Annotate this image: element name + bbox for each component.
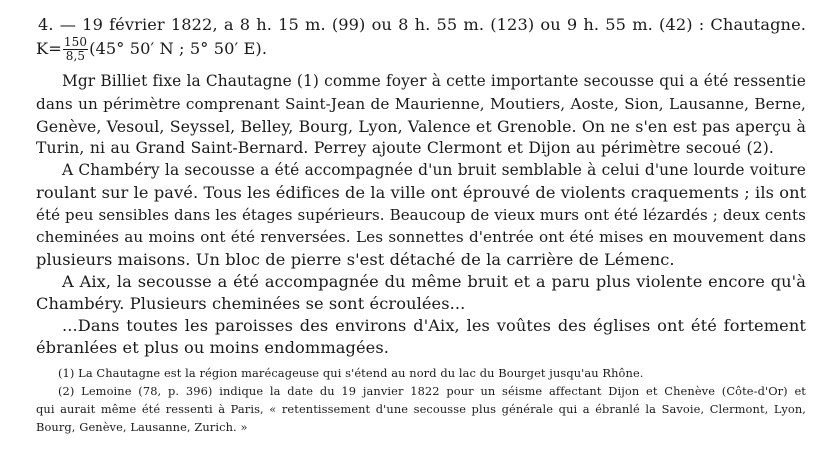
k-fraction xyxy=(63,36,88,63)
footnote-1: (1) La Chautagne est la région marécageuse qui s'étend au nord du lac du Bourget jusqu'au Rhône. xyxy=(58,366,644,380)
paragraph-2-line: cheminées au moins ont été renversées. Les sonnettes d'entrée ont été mises en mouvement dans xyxy=(36,228,806,246)
k-fraction-denominator: 8,5 xyxy=(65,49,86,63)
k-fraction-numerator: 150 xyxy=(63,35,88,49)
k-label: K= xyxy=(36,39,62,58)
paragraph-2-line: roulant sur le pavé. Tous les édifices de la ville ont éprouvé de violents craquements ; ils ont xyxy=(36,183,807,202)
heading-line: 4. — 19 février 1822, a 8 h. 15 m. (99) ou 8 h. 55 m. (123) ou 9 h. 55 m. (42) : Chautagne. xyxy=(38,15,806,34)
paragraph-2-line: été peu sensibles dans les étages supérieurs. Beaucoup de vieux murs ont été lézardés ; deux cents xyxy=(36,206,806,224)
paragraph-1-line: Genève, Vesoul, Seyssel, Belley, Bourg, Lyon, Valence et Grenoble. On ne s'en est pas aperçu à xyxy=(36,117,806,136)
footnote-2-line: (2) Lemoine (78, p. 396) indique la date du 19 janvier 1822 pour un séisme affectant Dijon et Chenève (Côte-d'Or) et xyxy=(58,384,806,398)
paragraph-3-line: A Aix, la secousse a été accompagnée du même bruit et a paru plus violente encore qu'à xyxy=(62,272,806,291)
paragraph-1-line: Mgr Billiet fixe la Chautagne (1) comme foyer à cette importante secousse qui a été ressentie xyxy=(62,72,806,90)
footnote-2-line: qui aurait même été ressenti à Paris, « retentissement d'une secousse plus générale qui a ébranlé la Savoie, Clermont, Lyon, xyxy=(36,402,806,416)
paragraph-4-line: ébranlées et plus ou moins endommagées. xyxy=(36,338,389,357)
paragraph-2-line: A Chambéry la secousse a été accompagnée d'un bruit semblable à celui d'une lourde voiture xyxy=(62,161,806,179)
footnote-2-line: Bourg, Genève, Lausanne, Zurich. » xyxy=(36,420,248,434)
paragraph-1-line: Turin, ni au Grand Saint-Bernard. Perrey ajoute Clermont et Dijon au périmètre secoué (2). xyxy=(36,139,774,157)
paragraph-2-line: plusieurs maisons. Un bloc de pierre s'est détaché de la carrière de Lémenc. xyxy=(36,250,675,269)
paragraph-3-line: Chambéry. Plusieurs cheminées se sont écroulées... xyxy=(36,294,466,313)
epicenter-coordinates: (45° 50′ N ; 5° 50′ E). xyxy=(89,39,268,58)
paragraph-4-line: ...Dans toutes les paroisses des environs d'Aix, les voûtes des églises ont été fortement xyxy=(62,316,806,335)
intensity-formula xyxy=(36,36,267,63)
paragraph-1-line: dans un périmètre comprenant Saint-Jean de Maurienne, Moutiers, Aoste, Sion, Lausanne, Berne, xyxy=(36,95,806,113)
